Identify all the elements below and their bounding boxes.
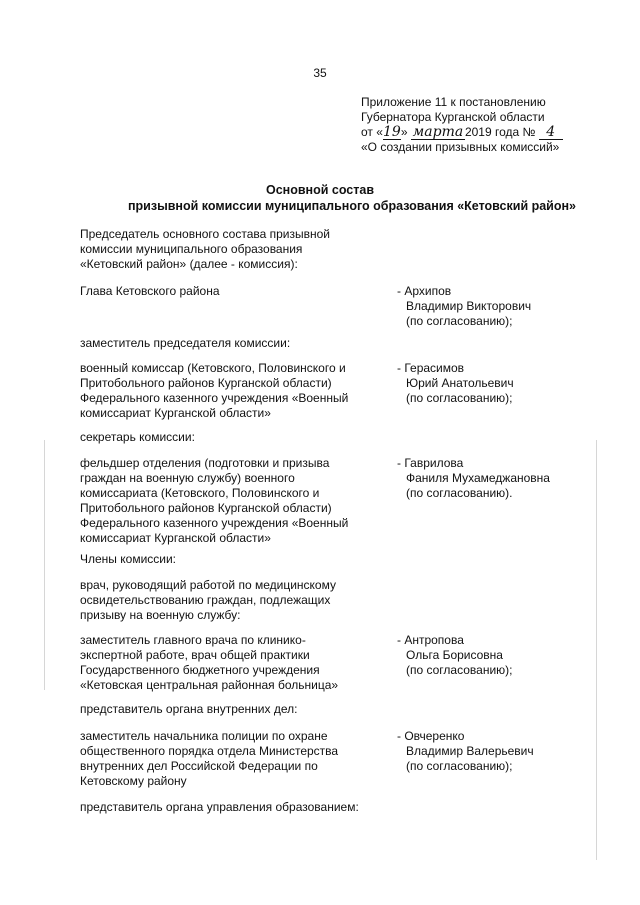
position-line: призыву на военную службу: [80, 608, 241, 622]
position-line: заместитель начальника полиции по охране [80, 729, 328, 743]
member-name-line: - Гаврилова [397, 456, 464, 470]
member-name-line: Владимир Валерьевич [406, 744, 534, 758]
member-name [397, 729, 577, 774]
position-line: Государственного бюджетного учреждения [80, 663, 320, 677]
member-name-line: - Архипов [397, 284, 452, 298]
position-line: комиссариат Курганской области» [80, 531, 271, 545]
title-line-2: призывной комиссии муниципального образования «Кетовский район» [127, 199, 577, 213]
intro-line: комиссии муниципального образования [80, 242, 303, 256]
member-name-line: Ольга Борисовна [406, 648, 503, 662]
handwritten-day: 19 [383, 124, 401, 140]
appendix-header [361, 95, 563, 155]
position-line: «Кетовская центральная районная больница» [80, 678, 339, 692]
handwritten-month: марта [412, 124, 464, 140]
intro-text [80, 227, 380, 272]
position-title [80, 284, 380, 299]
position-title [80, 800, 380, 815]
page-number: 35 [313, 66, 327, 80]
position-title [80, 702, 380, 717]
position-line: Глава Кетовского района [80, 284, 220, 298]
position-title [80, 361, 380, 421]
member-name-line: Фаниля Мухамеджановна [406, 471, 550, 485]
member-name [397, 633, 577, 678]
member-name [397, 284, 577, 329]
member-name-line: Владимир Викторович [406, 299, 532, 313]
position-line: врач, руководящий работой по медицинскому [80, 578, 336, 592]
position-line: Притобольного районов Курганской области) [80, 501, 332, 515]
appendix-date-suffix: 2019 года № [464, 125, 536, 139]
appendix-line-2: Губернатора Курганской области [361, 110, 545, 124]
position-line: общественного порядка отдела Министерства [80, 744, 339, 758]
position-title [80, 633, 380, 693]
position-line: Федерального казенного учреждения «Военный [80, 391, 349, 405]
position-line: представитель органа управления образованием: [80, 800, 359, 814]
member-name-line: (по согласованию); [406, 314, 513, 328]
position-title [80, 578, 380, 623]
member-name-line: (по согласованию); [406, 391, 513, 405]
position-line: Члены комиссии: [80, 552, 177, 566]
position-title [80, 729, 380, 789]
position-line: заместитель главного врача по клинико- [80, 633, 306, 647]
position-line: секретарь комиссии: [80, 430, 195, 444]
position-line: военный комиссар (Кетовского, Половинского и [80, 361, 346, 375]
appendix-line-1: Приложение 11 к постановлению [361, 95, 546, 109]
handwritten-number: 4 [539, 126, 563, 140]
position-line: внутренних дел Российской Федерации по [80, 759, 318, 773]
appendix-date-prefix: от « [361, 125, 383, 139]
position-line: заместитель председателя комиссии: [80, 336, 291, 350]
position-line: комиссариат Курганской области» [80, 406, 271, 420]
position-line: Кетовскому району [80, 774, 187, 788]
member-name-line: (по согласованию); [406, 663, 513, 677]
position-line: представитель органа внутренних дел: [80, 702, 298, 716]
intro-line: «Кетовский район» (далее - комиссия): [80, 257, 298, 271]
appendix-date-mid: » [400, 125, 408, 139]
member-name [397, 361, 577, 406]
position-title [80, 456, 380, 546]
position-line: освидетельствованию граждан, подлежащих [80, 593, 331, 607]
position-title [80, 430, 380, 445]
position-line: граждан на военную службу) военного [80, 471, 295, 485]
position-line: Притобольного районов Курганской области) [80, 376, 332, 390]
position-title [80, 336, 380, 351]
member-name-line: - Овчеренко [397, 729, 465, 743]
member-name-line: - Герасимов [397, 361, 465, 375]
position-line: комиссариата (Кетовского, Половинского и [80, 486, 320, 500]
member-name-line: (по согласованию). [406, 486, 513, 500]
document-title [0, 182, 640, 214]
member-name-line: Юрий Анатольевич [406, 376, 514, 390]
scan-edge-left [44, 440, 45, 690]
appendix-line-4: «О создании призывных комиссий» [361, 140, 560, 154]
position-line: фельдшер отделения (подготовки и призыва [80, 456, 330, 470]
member-name-line: - Антропова [397, 633, 464, 647]
position-title [80, 552, 380, 567]
member-name-line: (по согласованию); [406, 759, 513, 773]
position-line: Федерального казенного учреждения «Военный [80, 516, 349, 530]
title-line-1: Основной состав [265, 183, 375, 197]
appendix-line-3 [361, 125, 563, 140]
position-line: экспертной работе, врач общей практики [80, 648, 310, 662]
intro-line: Председатель основного состава призывной [80, 227, 331, 241]
member-name [397, 456, 577, 501]
scan-edge-right [596, 440, 597, 860]
